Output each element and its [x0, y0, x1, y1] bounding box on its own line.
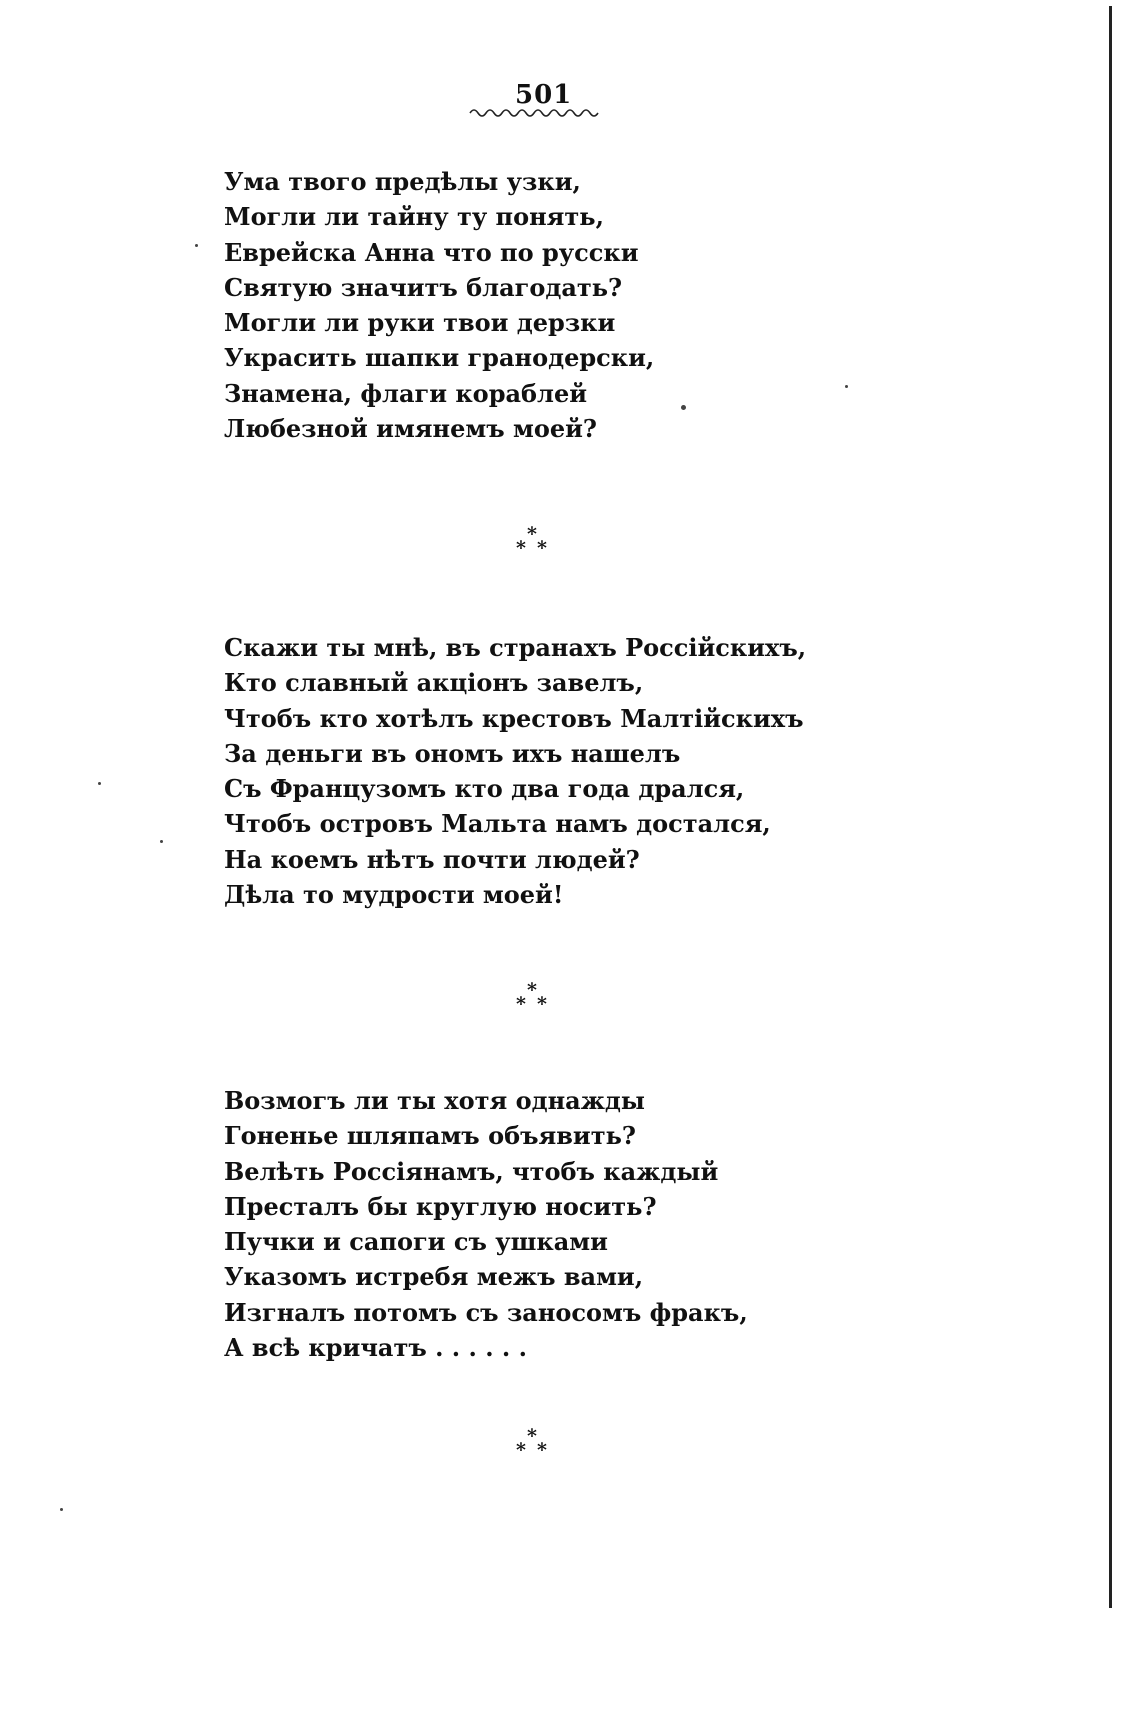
verse-line: Знамена, флаги кораблей — [224, 378, 588, 408]
verse-line: Чтобъ кто хотѣлъ крестовъ Малтійскихъ — [224, 703, 804, 733]
verse-line: На коемъ нѣтъ почти людей? — [224, 844, 640, 874]
verse-line: Ума твого предѣлы узки, — [224, 167, 581, 196]
verse-line: Могли ли тайну ту понять, — [224, 202, 604, 232]
asterism-star: * — [537, 993, 547, 1015]
asterism-star: * — [527, 979, 537, 1001]
verse-line: Съ Французомъ кто два года дрался, — [224, 774, 745, 804]
scan-speck — [98, 782, 101, 785]
verse-line: Изгналъ потомъ съ заносомъ фракъ, — [224, 1297, 748, 1327]
verse-line: Еврейска Анна что по русски — [224, 237, 639, 267]
asterism-star: * — [516, 1439, 526, 1461]
verse-line: Украсить шапки гранодерски, — [224, 343, 655, 373]
scan-speck — [60, 1508, 63, 1511]
verse-line: Дѣла то мудрости моей! — [224, 880, 564, 910]
asterism-separator — [515, 1427, 565, 1467]
asterism-star: * — [537, 537, 547, 559]
asterism-star: * — [527, 523, 537, 545]
verse-line: Указомъ истребя межъ вами, — [224, 1262, 644, 1292]
stanza-1 — [224, 164, 654, 446]
stanza-3 — [224, 1083, 748, 1365]
asterism-separator — [515, 525, 565, 565]
page-number-ornament — [468, 104, 603, 120]
asterism-separator — [515, 981, 565, 1021]
verse-line: Чтобъ островъ Мальта намъ достался, — [224, 809, 771, 839]
verse-line: Возмогъ ли ты хотя однажды — [224, 1086, 645, 1115]
verse-line: Престалъ бы круглую носить? — [224, 1191, 657, 1221]
asterism-star: * — [537, 1439, 547, 1461]
scan-speck — [160, 840, 163, 843]
verse-line: За деньги въ ономъ ихъ нашелъ — [224, 738, 681, 768]
verse-line: Могли ли руки твои дерзки — [224, 308, 616, 338]
verse-line: А всѣ кричатъ . . . . . . — [224, 1333, 527, 1363]
verse-line: Кто славный акціонъ завелъ, — [224, 668, 644, 698]
verse-line: Гоненье шляпамъ объявить? — [224, 1121, 636, 1151]
verse-line: Пучки и сапоги съ ушками — [224, 1227, 608, 1257]
verse-line: Скажи ты мнѣ, въ странахъ Россійскихъ, — [224, 633, 807, 662]
page-edge-rule — [1109, 6, 1112, 1608]
scan-speck — [195, 244, 198, 247]
asterism-star: * — [527, 1425, 537, 1447]
asterism-star: * — [516, 993, 526, 1015]
stanza-2 — [224, 630, 806, 912]
verse-line: Велѣть Россіянамъ, чтобъ каждый — [224, 1156, 719, 1186]
asterism-star: * — [516, 537, 526, 559]
page-number: 501 — [515, 80, 573, 110]
verse-line: Любезной имянемъ моей? — [224, 414, 597, 444]
scan-speck — [845, 385, 848, 388]
verse-line: Святую значитъ благодать? — [224, 272, 623, 302]
scan-speck — [681, 405, 686, 410]
